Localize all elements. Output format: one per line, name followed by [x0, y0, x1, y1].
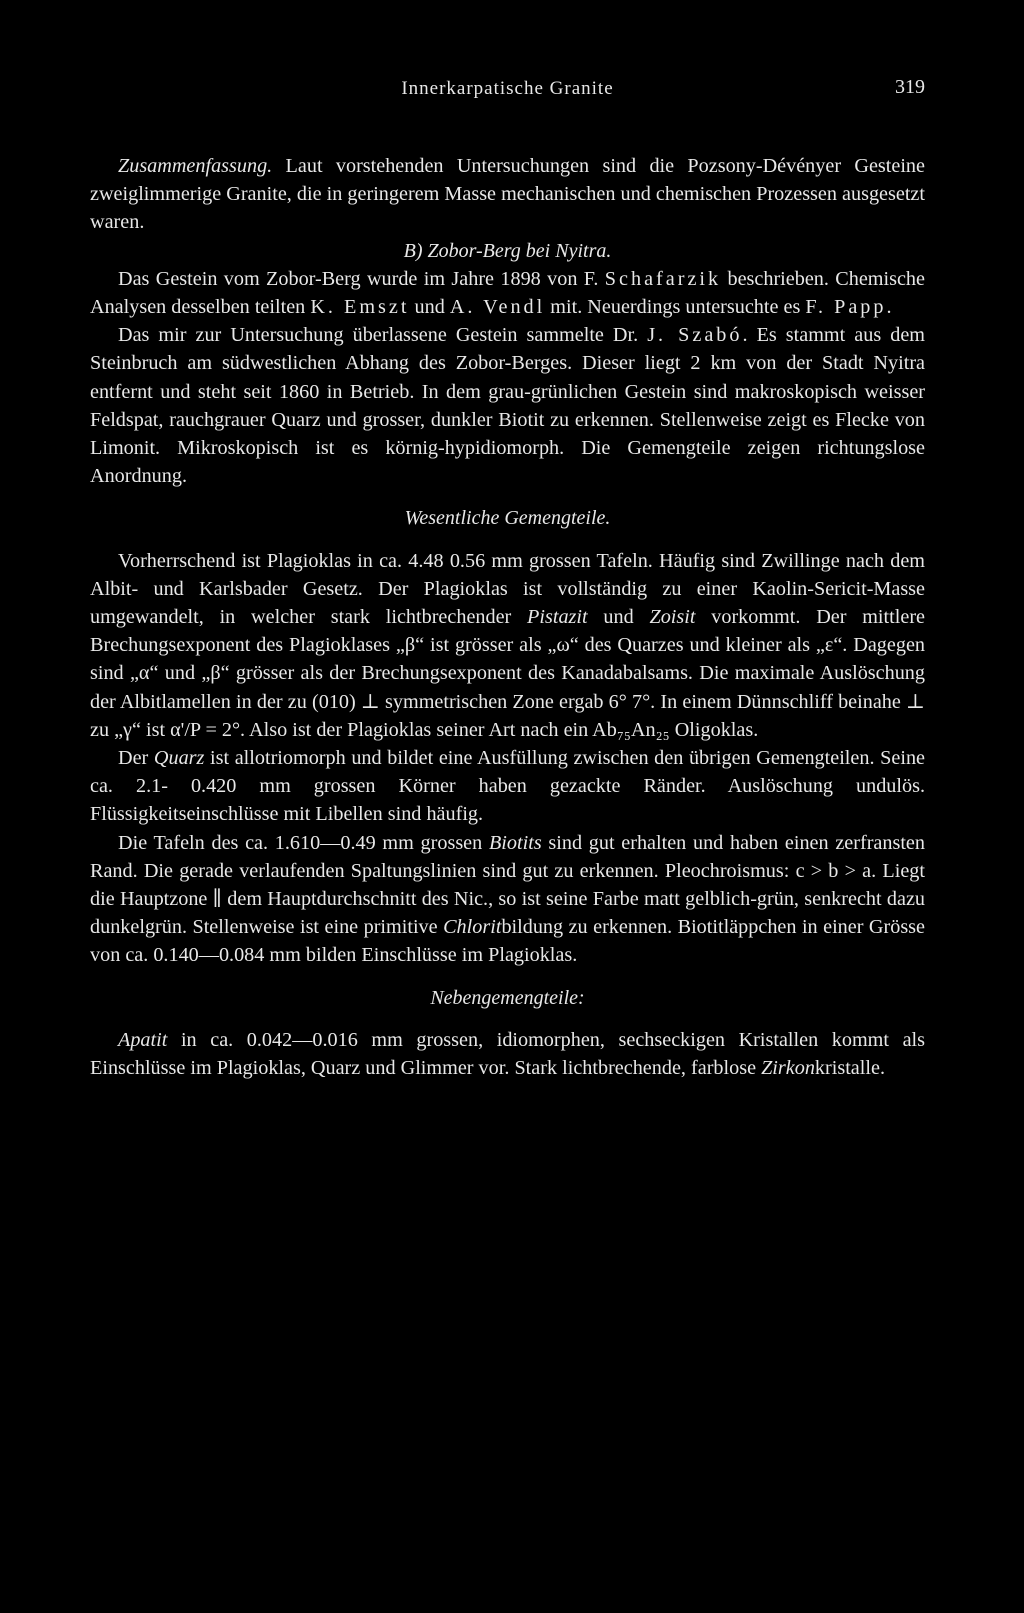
- page-number: 319: [895, 76, 925, 98]
- text-run: . Es stammt aus dem Steinbruch am südwestlichen Abhang des Zobor-Berges. Dieser liegt 2 km von der Stadt Nyitra entfernt und steht seit 1860 in Betrieb. In dem grau-grünlichen Gestein sind makroskopisch weisser Feldspat, rauchgrauer Quarz und grosser, dunkler Biotit zu erkennen. Stellenweise zeigt es Flecke von Limonit. Mikroskopisch ist es körnig-hypidiomorph. Die Gemengteile zeigen richtungslose Anordnung.: [90, 324, 925, 488]
- mineral-term: Quarz: [153, 747, 205, 770]
- mineral-term: Zoisit: [649, 606, 696, 629]
- paragraph-apatite: [90, 1026, 925, 1082]
- author-name: F. Papp: [805, 296, 887, 319]
- page-header: [90, 70, 925, 110]
- author-name: Schafarzik: [604, 267, 722, 290]
- text-run: und: [409, 296, 450, 319]
- mineral-term: Chlorit: [443, 916, 502, 939]
- text-run: sind gut erhalten und haben einen zerfransten Rand. Die gerade verlaufenden Spaltungslinien sind gut zu erkennen. Pleochroismus: c > b > a. Liegt die Hauptzone ∥ dem Hauptdurchschnitt des Nic., so ist seine Farbe matt gelblich-grün, senkrecht dazu dunkelgrün. Stellenweise ist eine primitive: [90, 831, 925, 939]
- paragraph-sample: [90, 321, 925, 490]
- mineral-term: Zirkon: [761, 1057, 815, 1080]
- text-run: bildung zu erkennen. Biotitläppchen in einer Grösse von ca. 0.140—0.084 mm bilden Einschlüsse im Plagioklas.: [90, 916, 925, 967]
- summary-label: Zusammenfassung.: [118, 155, 273, 177]
- section-heading-zobor: B) Zobor-Berg bei Nyitra.: [403, 239, 612, 262]
- text-run: vorkommt. Der mittlere Brechungsexponent des Plagioklases „β“ ist grösser als „ω“ des Quarzes und kleiner als „ε“. Dagegen sind „α“ und „β“ grösser als der Brechungsexponent des Kanadabalsams. Die maximale Auslöschung der Albitlamellen in der zu (010) ⊥ symmetrischen Zone ergab 6° 7°. In einem Dünnschliff beinahe ⊥ zu „γ“ ist α'/P = 2°. Also ist der Plagioklas seiner Art nach ein Ab₇₅An₂₅ Oligoklas.: [90, 606, 926, 741]
- text-run: Das mir zur Untersuchung überlassene Gestein sammelte Dr.: [118, 324, 648, 347]
- section-heading-essential: Wesentliche Gemengteile.: [404, 507, 611, 530]
- text-run: beschrieben. Chemische Analysen desselben teilten: [90, 267, 925, 319]
- text-run: Die Tafeln des ca. 1.610—0.49 mm grossen: [118, 831, 489, 854]
- mineral-term: Pistazit: [527, 606, 588, 629]
- text-run: .: [886, 296, 892, 319]
- summary-text: Laut vorstehenden Untersuchungen sind die Pozsony-Dévényer Gesteine zweiglimmerige Granite, die in geringerem Masse mechanischen und chemischen Prozessen ausgesetzt waren.: [90, 155, 925, 234]
- summary-paragraph: [90, 152, 925, 237]
- author-name: K. Emszt: [310, 296, 410, 319]
- text-run: und: [587, 606, 650, 629]
- paragraph-plagioclase: [90, 547, 925, 744]
- spacer: [90, 970, 925, 984]
- text-run: Der: [118, 747, 154, 770]
- text-run: in ca. 0.042—0.016 mm grossen, idiomorphen, sechseckigen Kristallen kommt als Einschlüsse im Plagioklas, Quarz und Glimmer vor. Stark lichtbrechende, farblose: [90, 1028, 925, 1080]
- text-run: Das Gestein vom Zobor-Berg wurde im Jahre 1898 von F.: [118, 267, 605, 290]
- mineral-term: Biotits: [488, 831, 542, 854]
- author-name: A. Vendl: [449, 296, 546, 319]
- paragraph-quartz: [90, 744, 925, 829]
- text-run: mit. Neuerdings untersuchte es: [545, 296, 806, 319]
- running-head: Innerkarpatische Granite: [401, 78, 614, 99]
- text-run: ist allotriomorph und bildet eine Ausfüllung zwischen den übrigen Gemengteilen. Seine ca. 2.1- 0.420 mm grossen Körner haben gezackte Ränder. Auslöschung undulös. Flüssigkeitseinschlüsse mit Libellen sind häufig.: [90, 747, 925, 826]
- spacer: [90, 1012, 925, 1026]
- mineral-term: Apatit: [118, 1028, 168, 1051]
- paragraph-history: [90, 265, 925, 321]
- text-run: kristalle.: [814, 1057, 885, 1080]
- author-name: J. Szabó: [647, 324, 743, 347]
- book-page: [90, 70, 925, 1082]
- paragraph-biotite: [90, 829, 925, 970]
- text-run: Vorherrschend ist Plagioklas in ca. 4.48 0.56 mm grossen Tafeln. Häufig sind Zwillinge nach dem Albit- und Karlsbader Gesetz. Der Plagioklas ist vollständig zu einer Kaolin-Sericit-Masse umgewandelt, in welcher stark lichtbrechender: [90, 549, 925, 629]
- spacer: [90, 533, 925, 547]
- section-heading-accessory: Nebengemengteile:: [430, 986, 585, 1009]
- spacer: [90, 490, 925, 504]
